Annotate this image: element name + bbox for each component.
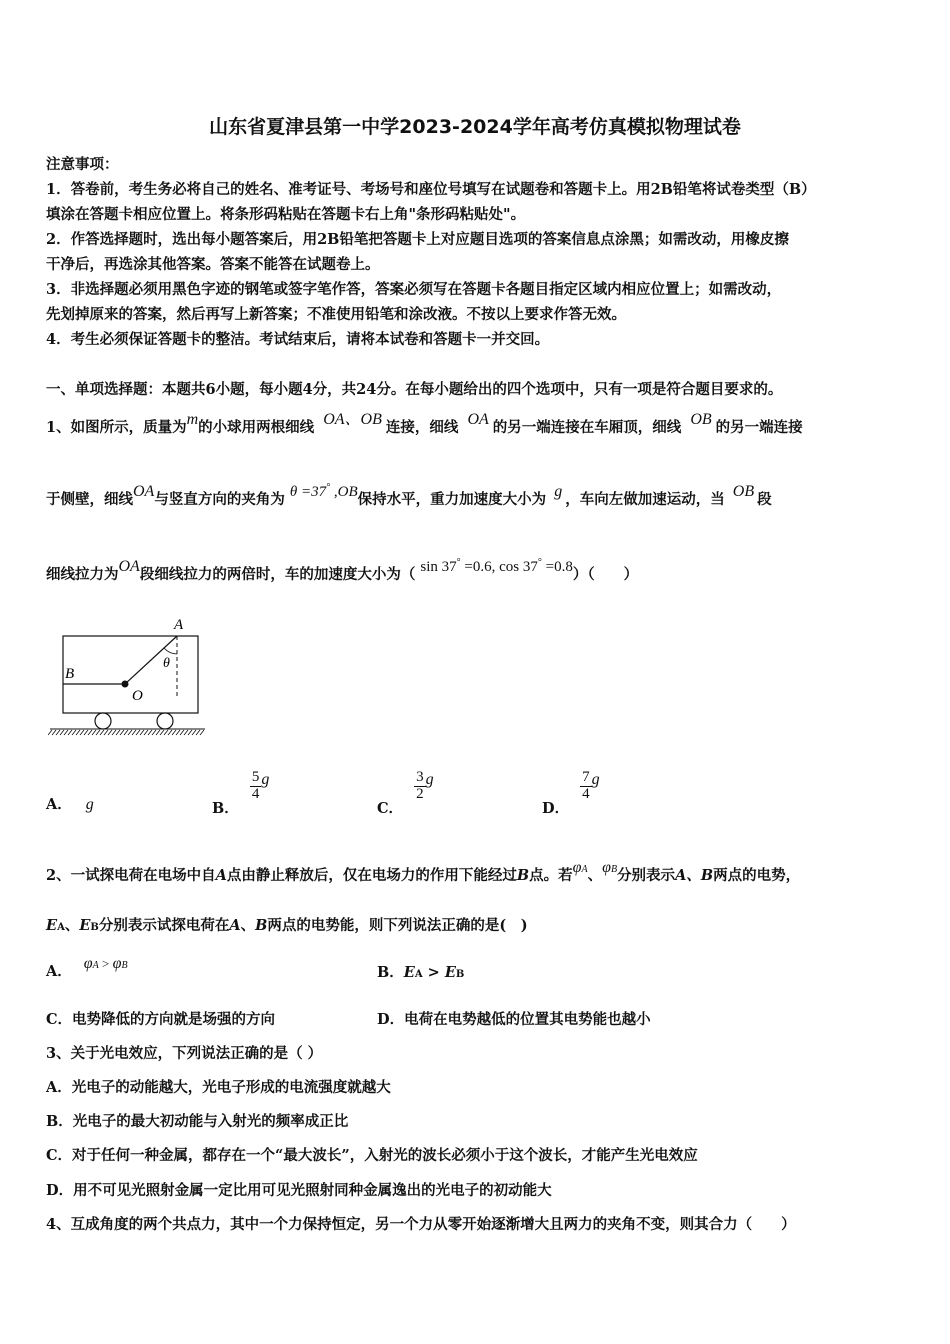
q1-text: 保持水平，重力加速度大小为 bbox=[357, 491, 547, 508]
q2-option-a[interactable]: A． φA > φB bbox=[46, 955, 128, 980]
q1-text: 1、如图所示，质量为 bbox=[46, 419, 187, 436]
q1-line1 bbox=[46, 411, 803, 437]
hatch-mark bbox=[136, 730, 140, 735]
q1-text: ）（ ） bbox=[572, 566, 639, 583]
theta-value: θ =37° ,OB bbox=[289, 482, 358, 500]
notice-heading: 注意事项： bbox=[46, 156, 119, 173]
q1-text: 与竖直方向的夹角为 bbox=[154, 491, 285, 508]
notice-line: 3．非选择题必须用黑色字迹的钢笔或签字笔作答，答案必须写在答题卡各题目指定区域内相应位置上；如需改动， bbox=[46, 281, 782, 298]
notice-line: 4．考生必须保证答题卡的整洁。考试结束后，请将本试卷和答题卡一并交回。 bbox=[46, 331, 550, 348]
hatch-mark bbox=[104, 730, 108, 735]
wheel-right bbox=[157, 713, 173, 729]
hatch-mark bbox=[124, 730, 128, 735]
q1-text: 段 bbox=[757, 491, 772, 508]
hatch-mark bbox=[52, 730, 56, 735]
q1-text: 于侧壁，细线 bbox=[46, 491, 133, 508]
q1-text: 的另一端连接在车厢顶，细线 bbox=[492, 419, 682, 436]
phi-b-symbol: φB bbox=[602, 859, 618, 876]
q1-text: 的小球用两根细线 bbox=[198, 419, 315, 436]
hatch-mark bbox=[96, 730, 100, 735]
q4-stem: 4、互成角度的两个共点力，其中一个力保持恒定，另一个力从零开始逐渐增大且两力的夹角不变，则其合力（ ） bbox=[46, 1216, 796, 1233]
hatch-mark bbox=[196, 730, 200, 735]
hatch-mark bbox=[56, 730, 60, 735]
q2-option-d[interactable]: D．电荷在电势越低的位置其电势能也越小 bbox=[377, 1011, 651, 1028]
q1-line3 bbox=[46, 557, 639, 584]
hatch-mark bbox=[68, 730, 72, 735]
q1-text: 的另一端连接 bbox=[715, 419, 803, 436]
q1-text: 细线拉力为 bbox=[46, 566, 119, 583]
label-theta: θ bbox=[163, 656, 170, 671]
wheel-left bbox=[95, 713, 111, 729]
notice-line: 2．作答选择题时，选出每小题答案后，用2B铅笔把答题卡上对应题目选项的答案信息点涂黑；如需改动，用橡皮擦 bbox=[46, 231, 789, 248]
q1-option-a[interactable]: A． g bbox=[46, 796, 94, 813]
hatch-mark bbox=[164, 730, 168, 735]
cart-figure bbox=[48, 612, 208, 740]
label-b: B bbox=[65, 666, 75, 682]
q2-option-c[interactable]: C．电势降低的方向就是场强的方向 bbox=[46, 1011, 276, 1028]
q3-option-b[interactable]: B．光电子的最大初动能与入射光的频率成正比 bbox=[46, 1113, 349, 1130]
hatch-mark bbox=[168, 730, 172, 735]
q3-stem: 3、关于光电效应，下列说法正确的是（ ） bbox=[46, 1045, 323, 1062]
ob-symbol: OA bbox=[118, 558, 140, 575]
hatch-mark bbox=[88, 730, 92, 735]
hatch-mark bbox=[120, 730, 124, 735]
notice-line: 填涂在答题卡相应位置上。将条形码粘贴在答题卡右上角"条形码粘贴处"。 bbox=[46, 206, 526, 223]
hatch-mark bbox=[148, 730, 152, 735]
ob-symbol: OB bbox=[732, 483, 755, 500]
section-heading: 一、单项选择题：本题共6小题，每小题4分，共24分。在每小题给出的四个选项中，只有一项是符合题目要求的。 bbox=[46, 381, 783, 398]
hatch-mark bbox=[60, 730, 64, 735]
hatch-mark bbox=[184, 730, 188, 735]
trig-values: sin 37° =0.6, cos 37° =0.8 bbox=[420, 557, 573, 575]
hatch-mark bbox=[92, 730, 96, 735]
hatch-mark bbox=[84, 730, 88, 735]
hatch-mark bbox=[176, 730, 180, 735]
oa-symbol: OA bbox=[133, 483, 155, 500]
notice-line: 干净后，再选涂其他答案。答案不能答在试题卷上。 bbox=[46, 256, 380, 273]
hatch-mark bbox=[180, 730, 184, 735]
cart-body bbox=[63, 636, 198, 713]
hatch-mark bbox=[152, 730, 156, 735]
angle-arc bbox=[164, 648, 177, 654]
notice-line: 先划掉原来的答案，然后再写上新答案；不准使用铅笔和涂改液。不按以上要求作答无效。 bbox=[46, 306, 626, 323]
q1-text: 连接，细线 bbox=[385, 419, 459, 436]
q1-option-b[interactable]: B． $\frac{5}{4}$ g bbox=[212, 769, 270, 818]
hatch-mark bbox=[116, 730, 120, 735]
q1-text: 段细线拉力的两倍时，车的加速度大小为（ bbox=[139, 566, 416, 583]
page-title: 山东省夏津县第一中学2023-2024学年高考仿真模拟物理试卷 bbox=[209, 116, 741, 138]
q1-option-d[interactable]: D． $\frac{7}{4}$ g bbox=[542, 769, 600, 818]
hatch-mark bbox=[188, 730, 192, 735]
hatch-mark bbox=[76, 730, 80, 735]
hatch-mark bbox=[128, 730, 132, 735]
notice-line: 1．答卷前，考生务必将自己的姓名、准考证号、考场号和座位号填写在试题卷和答题卡上。用2B铅笔将试卷类型（B） bbox=[46, 181, 816, 198]
q3-option-d[interactable]: D．用不可见光照射金属一定比用可见光照射同种金属逸出的光电子的初动能大 bbox=[46, 1182, 552, 1199]
label-a: A bbox=[174, 617, 184, 633]
q1-option-c[interactable]: C． $\frac{3}{2}$ g bbox=[377, 769, 434, 818]
g-symbol: g bbox=[554, 483, 563, 500]
hatch-mark bbox=[192, 730, 196, 735]
hatch-mark bbox=[112, 730, 116, 735]
mass-symbol: m bbox=[186, 411, 199, 428]
hatch-mark bbox=[64, 730, 68, 735]
hatch-mark bbox=[108, 730, 112, 735]
hatch-mark bbox=[200, 730, 204, 735]
oa-ob-symbol: OA、OB bbox=[323, 411, 382, 428]
phi-a-symbol: φA bbox=[572, 859, 588, 876]
hatch-mark bbox=[144, 730, 148, 735]
hatch-mark bbox=[48, 730, 52, 735]
label-o: O bbox=[132, 688, 143, 704]
ground-hatch bbox=[48, 730, 204, 735]
hatch-mark bbox=[80, 730, 84, 735]
q2-option-b[interactable]: B．EA > EB bbox=[377, 964, 465, 981]
hatch-mark bbox=[140, 730, 144, 735]
q1-line2 bbox=[46, 482, 772, 509]
hatch-mark bbox=[72, 730, 76, 735]
hatch-mark bbox=[172, 730, 176, 735]
q3-option-a[interactable]: A．光电子的动能越大，光电子形成的电流强度就越大 bbox=[46, 1079, 391, 1096]
q2-line1: 2、一试探电荷在电场中自A点由静止释放后，仅在电场力的作用下能经过B点。若φA、φB分别表示A、B两点的电势， bbox=[46, 859, 801, 884]
q2-line2: EA、EB分别表示试探电荷在A、B两点的电势能，则下列说法正确的是( ) bbox=[46, 917, 528, 934]
hatch-mark bbox=[160, 730, 164, 735]
ball bbox=[122, 681, 129, 688]
hatch-mark bbox=[156, 730, 160, 735]
q3-option-c[interactable]: C．对于任何一种金属，都存在一个“最大波长”，入射光的波长必须小于这个波长，才能产生光电效应 bbox=[46, 1147, 698, 1164]
hatch-mark bbox=[132, 730, 136, 735]
ob-symbol: OB bbox=[690, 411, 712, 428]
q1-text: ，车向左做加速运动，当 bbox=[565, 491, 725, 508]
oa-symbol: OA bbox=[467, 411, 489, 428]
hatch-mark bbox=[100, 730, 104, 735]
